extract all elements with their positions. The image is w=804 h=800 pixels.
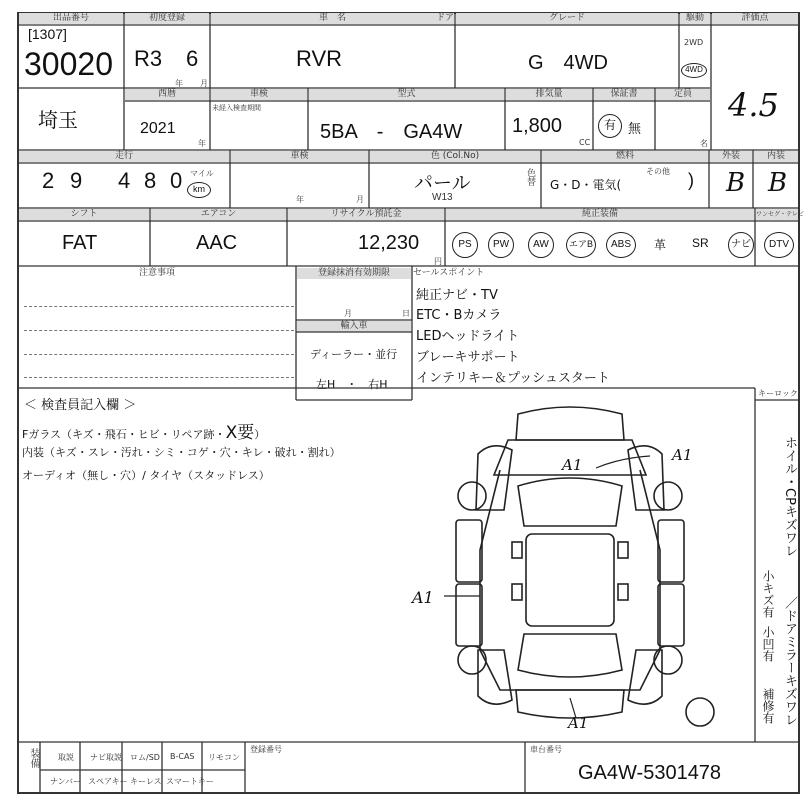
ac-value: AAC xyxy=(196,232,238,254)
color-label: 色 (Col.No) xyxy=(370,151,540,162)
bottom-item: 取説 xyxy=(58,753,74,762)
dealer-parallel: ディーラー・並行 xyxy=(310,348,398,361)
lot-label: 出品番号 xyxy=(19,13,123,24)
katashiki-value: 5BA - GA4W xyxy=(320,121,463,143)
fglass-close: ） xyxy=(254,428,266,441)
reg-day-unit: 日 xyxy=(402,309,410,318)
equip-sunroof: SR xyxy=(692,236,709,250)
shaken-note: 未経入検査期間 xyxy=(212,104,261,112)
bottom-item: スマートキー xyxy=(166,777,214,786)
grade-label: グレード xyxy=(456,13,678,24)
inspector-line2: 内装（キズ・スレ・汚れ・シミ・コゲ・穴・キレ・破れ・割れ） xyxy=(22,446,341,459)
color-value: パール xyxy=(414,172,471,194)
car-name-label: 車 名 xyxy=(211,13,454,24)
side-note-5: 補修有 xyxy=(761,688,775,724)
chassis-label: 車台番号 xyxy=(530,745,562,754)
side-note-2: ／ドアミラーキズワレ xyxy=(782,596,797,726)
mile-unit: マイル xyxy=(190,169,214,178)
inspector-line3: オーディオ（無し・穴）/ タイヤ（スタッドレス） xyxy=(22,469,270,482)
side-note-3: 小キズ有 xyxy=(761,570,775,618)
equip-label: エアB xyxy=(568,239,593,249)
damage-mark: A1 xyxy=(562,456,583,474)
shift-value: FAT xyxy=(62,232,98,254)
bottom-equip-label: 装備 xyxy=(28,748,39,768)
fuel-value: G・D・電気( xyxy=(550,178,622,192)
sales-point: ETC・Bカメラ xyxy=(416,308,502,323)
person-unit: 名 xyxy=(700,139,708,148)
fuel-close: ) xyxy=(688,170,694,190)
equip-label: PS xyxy=(458,239,472,250)
first-reg-label: 初度登録 xyxy=(125,13,209,24)
sales-point: LEDヘッドライト xyxy=(416,329,520,344)
inspector-title: ＜ 検査員記入欄 ＞ xyxy=(24,398,137,413)
recycle-value: 12,230 xyxy=(358,232,420,254)
reg-month-unit: 月 xyxy=(344,309,352,318)
equip-label: PW xyxy=(492,239,510,250)
equip-label: DTV xyxy=(769,239,789,250)
mileage-digit: 4 xyxy=(118,168,131,193)
seireki-value: 2021 xyxy=(140,120,176,137)
car-name: RVR xyxy=(296,46,343,71)
displacement-value: 1,800 xyxy=(512,115,563,137)
exterior-grade: B xyxy=(726,168,746,198)
seireki-label: 西暦 xyxy=(125,89,209,100)
equip-label: AW xyxy=(533,239,549,250)
exterior-label: 外装 xyxy=(710,151,752,162)
color-code: W13 xyxy=(432,192,453,203)
shaken2-label: 車検 xyxy=(231,151,368,162)
mileage-digit: 0 xyxy=(170,168,183,193)
drive-2wd: 2WD xyxy=(684,38,704,47)
sales-label: セールスポイント xyxy=(413,268,485,278)
tv-label: ワンセグ・テレビ xyxy=(756,211,804,218)
year-unit: 年 xyxy=(175,79,183,88)
shaken-label: 車検 xyxy=(211,89,307,100)
equip-label: ナビ xyxy=(731,239,751,250)
sales-point: インテリキー＆プッシュスタート xyxy=(416,371,610,386)
side-note-1: ホイル・CPキズワレ xyxy=(782,436,797,557)
damage-mark: A1 xyxy=(568,714,589,732)
yen-unit: 円 xyxy=(434,257,442,266)
interior-label: 内装 xyxy=(754,151,798,162)
reg-expiry-label: 登録抹消有効期限 xyxy=(297,268,411,279)
bottom-item: スペアキー xyxy=(88,777,128,786)
score-value: 4.5 xyxy=(728,86,779,124)
first-reg-era: R3 xyxy=(134,46,163,71)
drive-4wd: 4WD xyxy=(685,65,703,74)
sales-point: ブレーキサポート xyxy=(416,350,520,365)
fglass-text: Fガラス（キズ・飛石・ヒビ・リペア跡・ xyxy=(22,428,226,441)
warranty-yes: 有 xyxy=(603,118,616,132)
first-reg-month: 6 xyxy=(186,46,199,71)
km-unit: km xyxy=(193,184,205,194)
bottom-item: ロム/SD xyxy=(130,753,160,762)
bottom-item: リモコン xyxy=(208,753,240,762)
warranty-no: 無 xyxy=(628,122,642,137)
sales-point: 純正ナビ・TV xyxy=(416,288,498,303)
capacity-label: 定員 xyxy=(656,89,710,100)
bottom-item: キーレス xyxy=(130,777,162,786)
keylock-label: キーロック xyxy=(758,389,798,398)
month-unit: 月 xyxy=(200,79,208,88)
drive-label: 駆動 xyxy=(680,13,710,24)
bottom-item: B-CAS xyxy=(170,752,195,761)
chassis-number: GA4W-5301478 xyxy=(578,762,722,784)
mileage-digit: 8 xyxy=(144,168,157,193)
equip-leather: 革 xyxy=(654,238,667,252)
region: 埼玉 xyxy=(38,108,78,132)
grade: G 4WD xyxy=(528,52,608,74)
lot-number: 30020 xyxy=(24,46,113,82)
color-change: 色替 xyxy=(525,168,535,186)
equip-label: ABS xyxy=(610,239,631,250)
damage-mark: A1 xyxy=(412,588,434,607)
recycle-label: リサイクル預託金 xyxy=(288,209,444,220)
import-label: 輸入車 xyxy=(297,321,411,332)
handle-side: 左H ・ 右H xyxy=(316,378,388,391)
fuel-label: 燃料 xyxy=(542,151,708,162)
reg-number-label: 登録番号 xyxy=(250,745,282,754)
interior-grade: B xyxy=(768,168,788,198)
bottom-item: ナビ取説 xyxy=(90,753,122,762)
shaken2-year-unit: 年 xyxy=(296,195,304,204)
katashiki-label: 型式 xyxy=(309,89,504,100)
damage-mark: A1 xyxy=(672,446,693,464)
fuel-other: その他 xyxy=(646,167,670,176)
mileage-digit: 9 xyxy=(70,168,83,193)
mileage-digit: 2 xyxy=(42,168,55,193)
bottom-item: ナンバー xyxy=(50,777,82,786)
door-label: ドア xyxy=(436,13,454,23)
seireki-year-unit: 年 xyxy=(198,139,206,148)
warranty-label: 保証書 xyxy=(594,89,654,100)
shaken2-month-unit: 月 xyxy=(356,195,364,204)
shift-label: シフト xyxy=(19,209,149,220)
cc-unit: CC xyxy=(579,138,591,147)
mileage-label: 走行 xyxy=(19,151,229,162)
fglass-mark: X要 xyxy=(225,423,255,443)
equipment-label: 純正装備 xyxy=(446,209,754,220)
caution-label: 注意事項 xyxy=(138,268,175,278)
ac-label: エアコン xyxy=(151,209,286,220)
lot-id: [1307] xyxy=(28,26,67,42)
score-label: 評価点 xyxy=(712,13,798,24)
displacement-label: 排気量 xyxy=(506,89,592,100)
side-note-4: 小凹有 xyxy=(761,626,775,662)
